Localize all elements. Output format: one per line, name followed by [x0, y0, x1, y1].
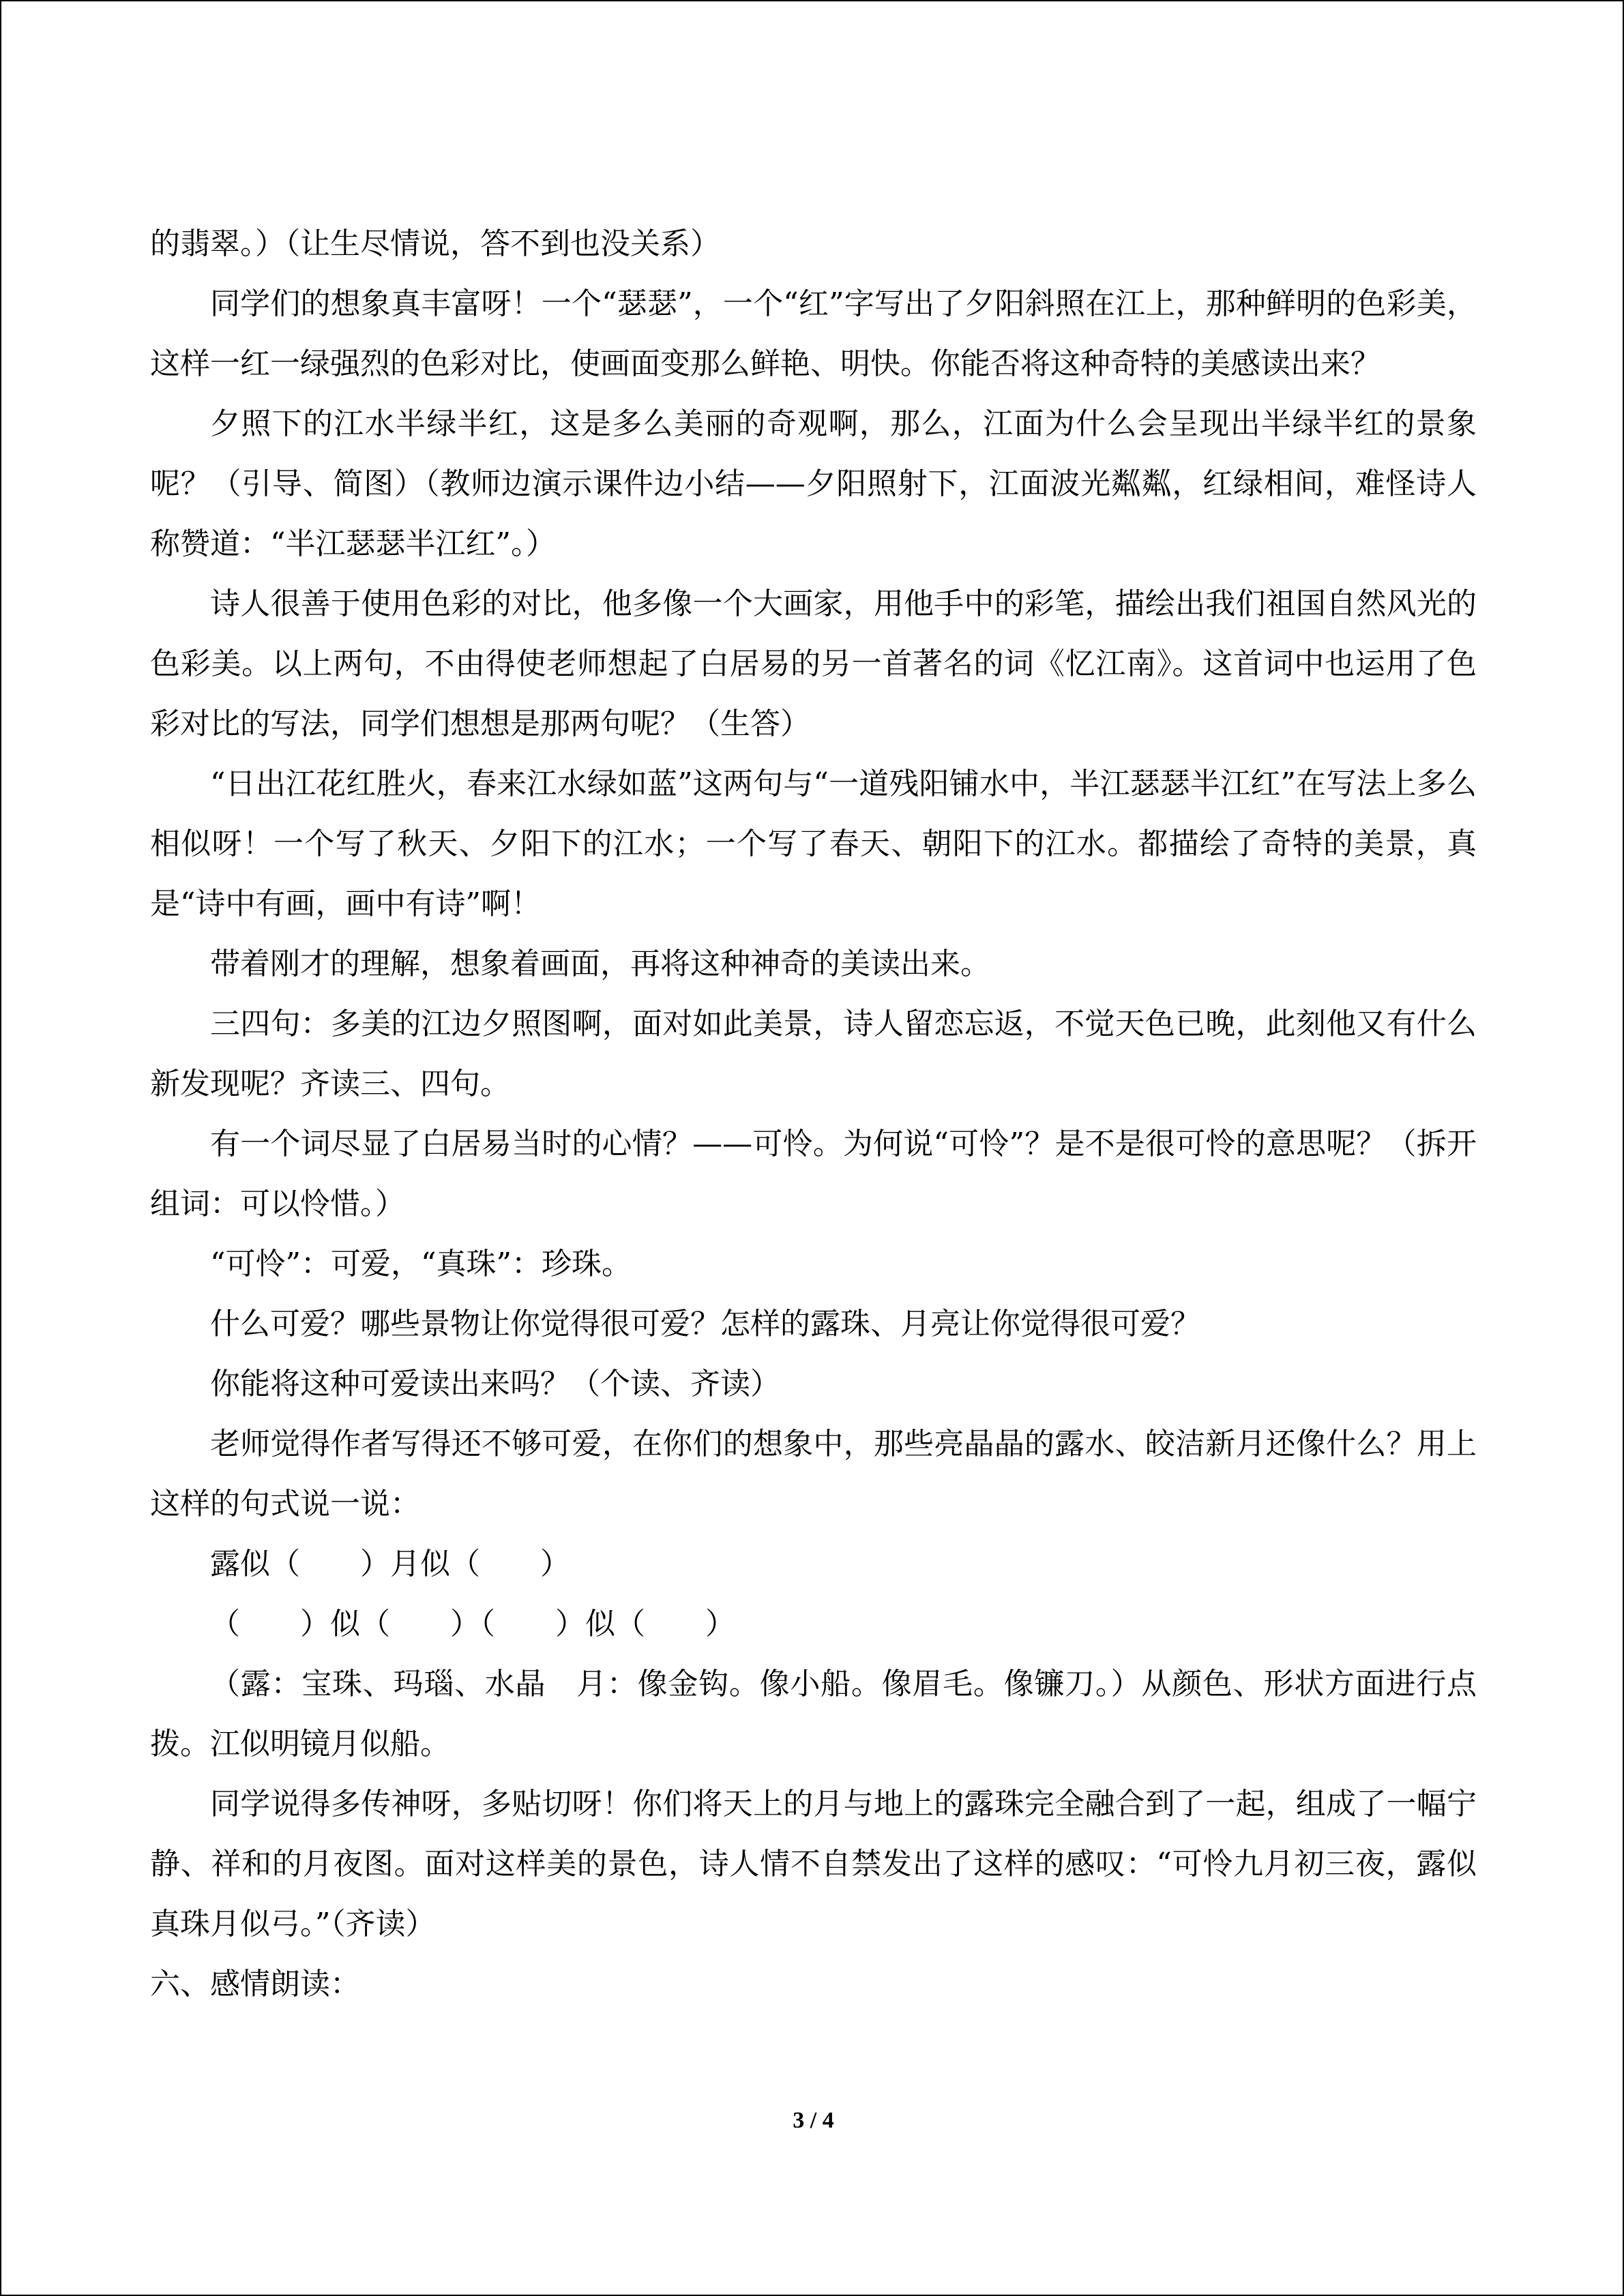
- paragraph-2: 同学们的想象真丰富呀！一个“瑟瑟”，一个“红”字写出了夕阳斜照在江上，那种鲜明的色彩美，这样一红一绿强烈的色彩对比，使画面变那么鲜艳、明快。你能否将这种奇特的美感读出来？: [150, 286, 1477, 381]
- paragraph-15: （露：宝珠、玛瑙、水晶 月：像金钩。像小船。像眉毛。像镰刀。）从颜色、形状方面进行点拨。江似明镜月似船。: [150, 1667, 1477, 1761]
- paragraph-16: 同学说得多传神呀，多贴切呀！你们将天上的月与地上的露珠完全融合到了一起，组成了一幅宁静、祥和的月夜图。面对这样美的景色，诗人情不自禁发出了这样的感叹：“可怜九月初三夜，露似真珠月似弓。”（齐读）: [150, 1787, 1477, 1941]
- page-number: 3 / 4: [793, 2108, 834, 2133]
- paragraph-8: 有一个词尽显了白居易当时的心情？——可怜。为何说“可怜”？是不是很可怜的意思呢？（拆开组词：可以怜惜。）: [150, 1127, 1477, 1221]
- paragraph-6: 带着刚才的理解，想象着画面，再将这种神奇的美读出来。: [210, 946, 990, 981]
- section-heading: 六、感情朗读：: [150, 1967, 360, 2001]
- paragraph-13: 露似（ ）月似（ ）: [210, 1547, 570, 1581]
- paragraph-10: 什么可爱？哪些景物让你觉得很可爱？怎样的露珠、月亮让你觉得很可爱？: [210, 1307, 1200, 1341]
- paragraph-4: 诗人很善于使用色彩的对比，他多像一个大画家，用他手中的彩笔，描绘出我们祖国自然风光的色彩美。以上两句，不由得使老师想起了白居易的另一首著名的词《忆江南》。这首词中也运用了色彩对比的写法，同学们想想是那两句呢？（生答）: [150, 586, 1477, 741]
- paragraph-14: （ ）似（ ）（ ）似（ ）: [210, 1607, 735, 1641]
- paragraph-5: “日出江花红胜火，春来江水绿如蓝”这两句与“一道残阳铺水中，半江瑟瑟半江红”在写法上多么相似呀！一个写了秋天、夕阳下的江水；一个写了春天、朝阳下的江水。都描绘了奇特的美景，真是“诗中有画，画中有诗”啊！: [150, 766, 1477, 921]
- paragraph-1: 的翡翠。）（让生尽情说，答不到也没关系）: [150, 226, 720, 261]
- paragraph-7: 三四句：多美的江边夕照图啊，面对如此美景，诗人留恋忘返，不觉天色已晚，此刻他又有什么新发现呢？齐读三、四句。: [150, 1007, 1477, 1101]
- paragraph-11: 你能将这种可爱读出来吗？（个读、齐读）: [210, 1367, 780, 1401]
- paragraph-3: 夕照下的江水半绿半红，这是多么美丽的奇观啊，那么，江面为什么会呈现出半绿半红的景象呢？（引导、简图）（教师边演示课件边小结——夕阳照射下，江面波光粼粼，红绿相间，难怪诗人称赞道：“半江瑟瑟半江红”。）: [150, 406, 1477, 561]
- paragraph-9: “可怜”：可爱，“真珠”：珍珠。: [210, 1247, 632, 1281]
- paragraph-12: 老师觉得作者写得还不够可爱，在你们的想象中，那些亮晶晶的露水、皎洁新月还像什么？用上这样的句式说一说：: [150, 1427, 1477, 1521]
- document-body: [150, 214, 1477, 2014]
